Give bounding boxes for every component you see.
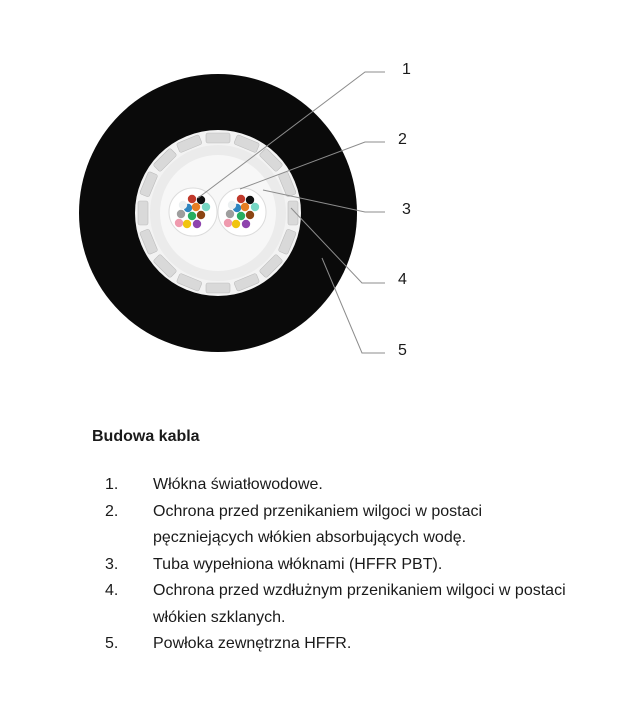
legend-title: Budowa kabla: [92, 428, 200, 445]
legend-item-text-continued: pęczniejących włókien absorbujących wodę.: [153, 529, 467, 546]
optical-fiber: [226, 210, 234, 218]
optical-fiber: [197, 196, 205, 204]
optical-fiber: [177, 210, 185, 218]
legend-item-text: Powłoka zewnętrzna HFFR.: [153, 635, 352, 652]
optical-fiber: [224, 219, 232, 227]
legend-item-4: [0, 578, 634, 631]
callout-number-3: 3: [402, 201, 411, 218]
optical-fiber: [237, 212, 245, 220]
legend-list: [0, 472, 634, 658]
callout-number-2: 2: [398, 131, 407, 148]
legend-item-number: 5.: [105, 635, 119, 652]
legend-item-text: Ochrona przed wzdłużnym przenikaniem wilgoci w postaci: [153, 582, 566, 599]
optical-fiber: [202, 203, 210, 211]
optical-fiber: [232, 220, 240, 228]
legend-item-number: 3.: [105, 555, 119, 573]
optical-fiber: [241, 203, 249, 211]
glass-fiber-segment: [138, 201, 148, 225]
legend-item-text: Włókna światłowodowe.: [153, 476, 323, 493]
optical-fiber: [228, 201, 236, 209]
legend-item-1: [0, 472, 634, 499]
legend-item-number: 4.: [105, 582, 119, 599]
legend-item-3: [0, 552, 634, 579]
optical-fiber: [179, 201, 187, 209]
optical-fiber: [246, 196, 254, 204]
glass-fiber-segment: [206, 283, 230, 293]
optical-fiber: [197, 211, 205, 219]
optical-fiber: [246, 211, 254, 219]
optical-fiber: [237, 195, 245, 203]
optical-fiber: [193, 220, 201, 228]
legend-item-number: 2.: [105, 502, 119, 520]
optical-fiber: [242, 220, 250, 228]
optical-fiber: [251, 203, 259, 211]
optical-fiber: [183, 220, 191, 228]
legend-item-5: [0, 631, 634, 658]
callout-number-4: 4: [398, 271, 407, 288]
callout-number-5: 5: [398, 342, 407, 359]
legend-item-text: Ochrona przed przenikaniem wilgoci w postaci: [153, 502, 483, 520]
optical-fiber: [188, 195, 196, 203]
glass-fiber-segment: [288, 201, 298, 225]
legend-item-2: [0, 499, 634, 552]
legend-item-text-continued: włókien szklanych.: [153, 608, 286, 626]
legend-item-text: Tuba wypełniona włóknami (HFFR PBT).: [153, 555, 443, 573]
callout-number-1: 1: [402, 61, 411, 78]
optical-fiber: [188, 212, 196, 220]
glass-fiber-segment: [206, 133, 230, 143]
optical-fiber: [192, 203, 200, 211]
legend-item-number: 1.: [105, 476, 119, 493]
optical-fiber: [175, 219, 183, 227]
